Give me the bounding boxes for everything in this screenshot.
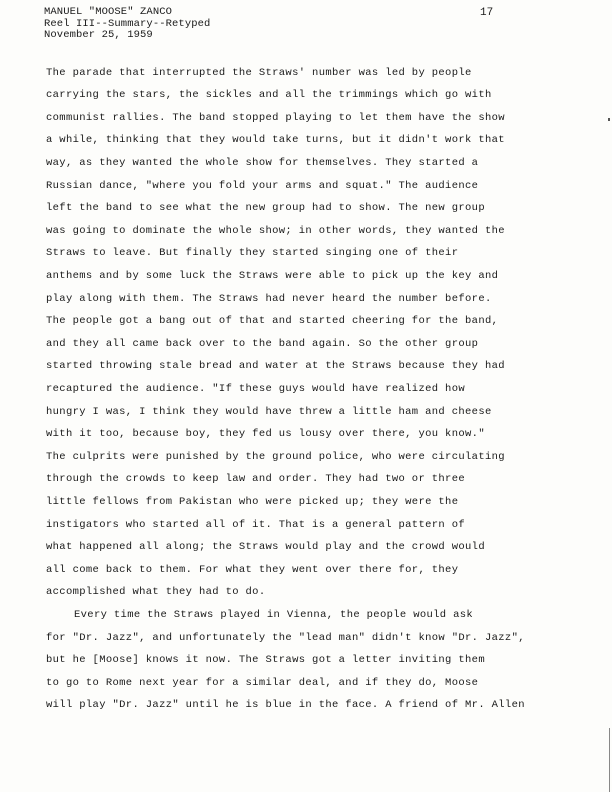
scan-edge-shadow	[609, 728, 610, 792]
text-line: instigators who started all of it. That is a general pattern of	[46, 519, 466, 531]
text-line: to go to Rome next year for a similar deal, and if they do, Moose	[46, 677, 479, 689]
text-line: and they all came back over to the band again. So the other group	[46, 338, 479, 350]
text-line: Russian dance, "where you fold your arms and squat." The audience	[46, 180, 479, 192]
text-line: what happened all along; the Straws would play and the crowd would	[46, 541, 485, 553]
text-line: started throwing stale bread and water at the Straws because they had	[46, 360, 505, 372]
header-reel: Reel III--Summary--Retyped	[44, 17, 211, 30]
text-line: The culprits were punished by the ground police, who were circulating	[46, 451, 505, 463]
text-line: all come back to them. For what they went over there for, they	[46, 564, 459, 576]
text-line: The parade that interrupted the Straws' number was led by people	[46, 67, 472, 79]
text-line: little fellows from Pakistan who were picked up; they were the	[46, 496, 459, 508]
text-line: for "Dr. Jazz", and unfortunately the "lead man" didn't know "Dr. Jazz",	[46, 632, 525, 644]
text-line: play along with them. The Straws had never heard the number before.	[46, 293, 492, 305]
page-number: 17	[480, 7, 494, 19]
text-line: carrying the stars, the sickles and all the trimmings which go with	[46, 89, 492, 101]
text-line: will play "Dr. Jazz" until he is blue in the face. A friend of Mr. Allen	[46, 699, 525, 711]
text-line: accomplished what they had to do.	[46, 586, 266, 598]
text-line: hungry I was, I think they would have threw a little ham and cheese	[46, 406, 492, 418]
document-header	[44, 7, 210, 42]
text-line: a while, thinking that they would take turns, but it didn't work that	[46, 134, 505, 146]
text-line: anthems and by some luck the Straws were able to pick up the key and	[46, 270, 499, 282]
scan-edge-mark	[608, 118, 610, 121]
text-line: recaptured the audience. "If these guys would have realized how	[46, 383, 466, 395]
text-line: Every time the Straws played in Vienna, the people would ask	[74, 609, 474, 621]
text-line: Straws to leave. But finally they started singing one of their	[46, 247, 459, 259]
text-line: but he [Moose] knows it now. The Straws got a letter inviting them	[46, 654, 485, 666]
text-line: left the band to see what the new group had to show. The new group	[46, 202, 485, 214]
text-line: through the crowds to keep law and order. They had two or three	[46, 473, 466, 485]
text-line: was going to dominate the whole show; in other words, they wanted the	[46, 225, 505, 237]
header-name: MANUEL "MOOSE" ZANCO	[44, 6, 173, 18]
text-line: The people got a bang out of that and started cheering for the band,	[46, 315, 499, 327]
text-line: with it too, because boy, they fed us lousy over there, you know."	[46, 428, 485, 440]
header-date: November 25, 1959	[44, 29, 153, 41]
text-line: communist rallies. The band stopped playing to let them have the show	[46, 112, 505, 124]
text-line: way, as they wanted the whole show for themselves. They started a	[46, 157, 479, 169]
